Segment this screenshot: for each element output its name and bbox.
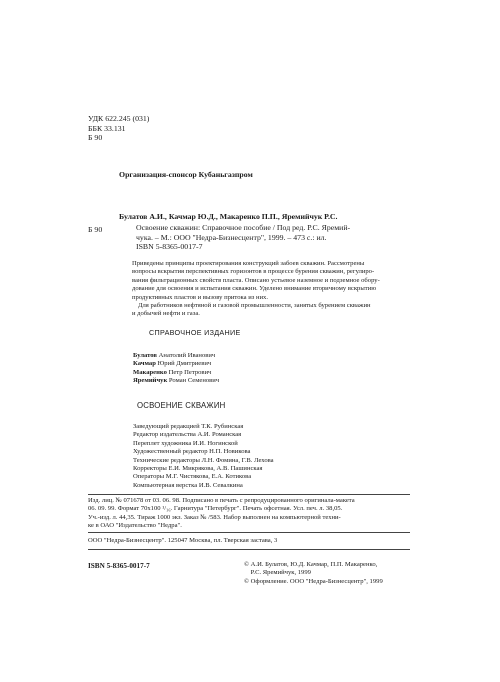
abstract-line: дование для освоения и испытания скважин. Уделено внимание вторичному вскрытию bbox=[132, 285, 377, 293]
classification-block bbox=[88, 114, 149, 143]
author-row bbox=[133, 377, 219, 385]
abstract-line: и добычей нефти и газа. bbox=[132, 310, 200, 318]
staff-line: Корректоры Е.И. Микрякова, А.В. Пашинская bbox=[133, 465, 263, 473]
abstract-line: вания фильтрационных свойств пласта. Описано устьевое наземное и подземное обору- bbox=[132, 276, 380, 284]
divider bbox=[88, 549, 410, 550]
author-row bbox=[133, 352, 219, 360]
author-given-name: Анатолий Иванович bbox=[158, 352, 216, 359]
staff-line: Художественный редактор Н.П. Новикова bbox=[133, 448, 251, 456]
bib-line: Освоение скважин: Справочное пособие / Под ред. Р.С. Яремий- bbox=[136, 223, 351, 232]
catalog-code: Б 90 bbox=[88, 133, 103, 143]
imprint-block bbox=[88, 497, 355, 531]
abstract-line: вопросы вскрытия перспективных горизонтов в процессе бурения скважин, регулиро- bbox=[132, 268, 375, 276]
copyright-line: © Оформление. ООО "Недра-Бизнесцентр", 1999 bbox=[244, 577, 383, 585]
bbk-code: ББК 33.131 bbox=[88, 123, 126, 133]
bib-description bbox=[136, 223, 350, 252]
sponsor-line: Организация-спонсор Кубаньгазпром bbox=[119, 170, 253, 179]
copyright-block bbox=[244, 561, 383, 586]
staff-line: Технические редакторы Л.Н. Фомина, Г.В. Лехова bbox=[133, 456, 274, 464]
author-given-name: Петр Петрович bbox=[168, 368, 212, 376]
divider bbox=[88, 494, 410, 495]
author-row bbox=[133, 360, 219, 368]
book-title: ОСВОЕНИЕ СКВАЖИН bbox=[137, 401, 226, 410]
staff-list bbox=[133, 423, 274, 490]
full-authors-list bbox=[133, 352, 219, 386]
staff-line: Редактор издательства А.И. Романская bbox=[133, 431, 242, 439]
udk-code: УДК 622.245 (031) bbox=[88, 114, 150, 123]
author-surname: Яремийчук bbox=[133, 377, 168, 385]
staff-line: Операторы М.Г. Чистякова, Е.А. Котикова bbox=[133, 473, 252, 481]
edition-type: СПРАВОЧНОЕ ИЗДАНИЕ bbox=[149, 328, 241, 337]
publisher-address: ООО "Недра-Бизнесцентр". 125047 Москва, пл. Тверская застава, 3 bbox=[88, 537, 278, 544]
imprint-line: 06. 09. 99. Формат 70x100 ¹/₁₆. Гарнитура "Петербург". Печать офсетная. Усл. печ. л. 38,05. bbox=[88, 505, 343, 513]
abstract-line: продуктивных пластов и вызову притока из них. bbox=[132, 293, 268, 301]
divider bbox=[88, 532, 410, 533]
copyright-line: © А.И. Булатов, Ю.Д. Качмар, П.П. Макаренко, bbox=[244, 561, 378, 568]
author-given-name: Юрий Дмитриевич bbox=[157, 360, 212, 368]
copyright-line: Р.С. Яремийчук, 1999 bbox=[244, 569, 311, 577]
staff-line: Переплет художника И.И. Ногинской bbox=[133, 439, 238, 447]
abstract-line: Для работников нефтяной и газовой промышленности, занятых бурением скважин bbox=[138, 302, 371, 310]
imprint-line: Уч.-изд. л. 44,35. Тираж 1000 экз. Заказ № /583. Набор выполнен на компьютерной техни- bbox=[88, 513, 341, 521]
abstract-line: Приведены принципы проектирования конструкций забоев скважин. Рассмотрены bbox=[132, 260, 365, 267]
author-row bbox=[133, 369, 219, 377]
isbn-line: ISBN 5-8365-0017-7 bbox=[136, 242, 203, 252]
bib-line: чука. – М.: ООО "Недра-Бизнесцентр", 1999. – 473 с.: ил. bbox=[136, 232, 327, 242]
bib-code: Б 90 bbox=[88, 225, 103, 234]
author-surname: Макаренко bbox=[133, 368, 167, 376]
imprint-line: ке в ОАО "Издательство "Недра". bbox=[88, 522, 182, 530]
staff-line: Компьютерная верстка И.В. Севалкина bbox=[133, 481, 243, 489]
author-surname: Качмар bbox=[133, 360, 156, 368]
author-surname: Булатов bbox=[133, 352, 157, 359]
isbn-footer: ISBN 5-8365-0017-7 bbox=[88, 562, 150, 570]
abstract bbox=[132, 260, 380, 319]
staff-line: Заведующий редакцией Т.К. Рубинская bbox=[133, 423, 244, 430]
author-given-name: Роман Семенович bbox=[168, 377, 220, 385]
authors-heading: Булатов А.И., Качмар Ю.Д., Макаренко П.П., Яремийчук Р.С. bbox=[119, 212, 338, 221]
imprint-line: Изд. лиц. № 071678 от 03. 06. 98. Подписано в печать с репродуцированного оригинала-макета bbox=[88, 497, 355, 504]
